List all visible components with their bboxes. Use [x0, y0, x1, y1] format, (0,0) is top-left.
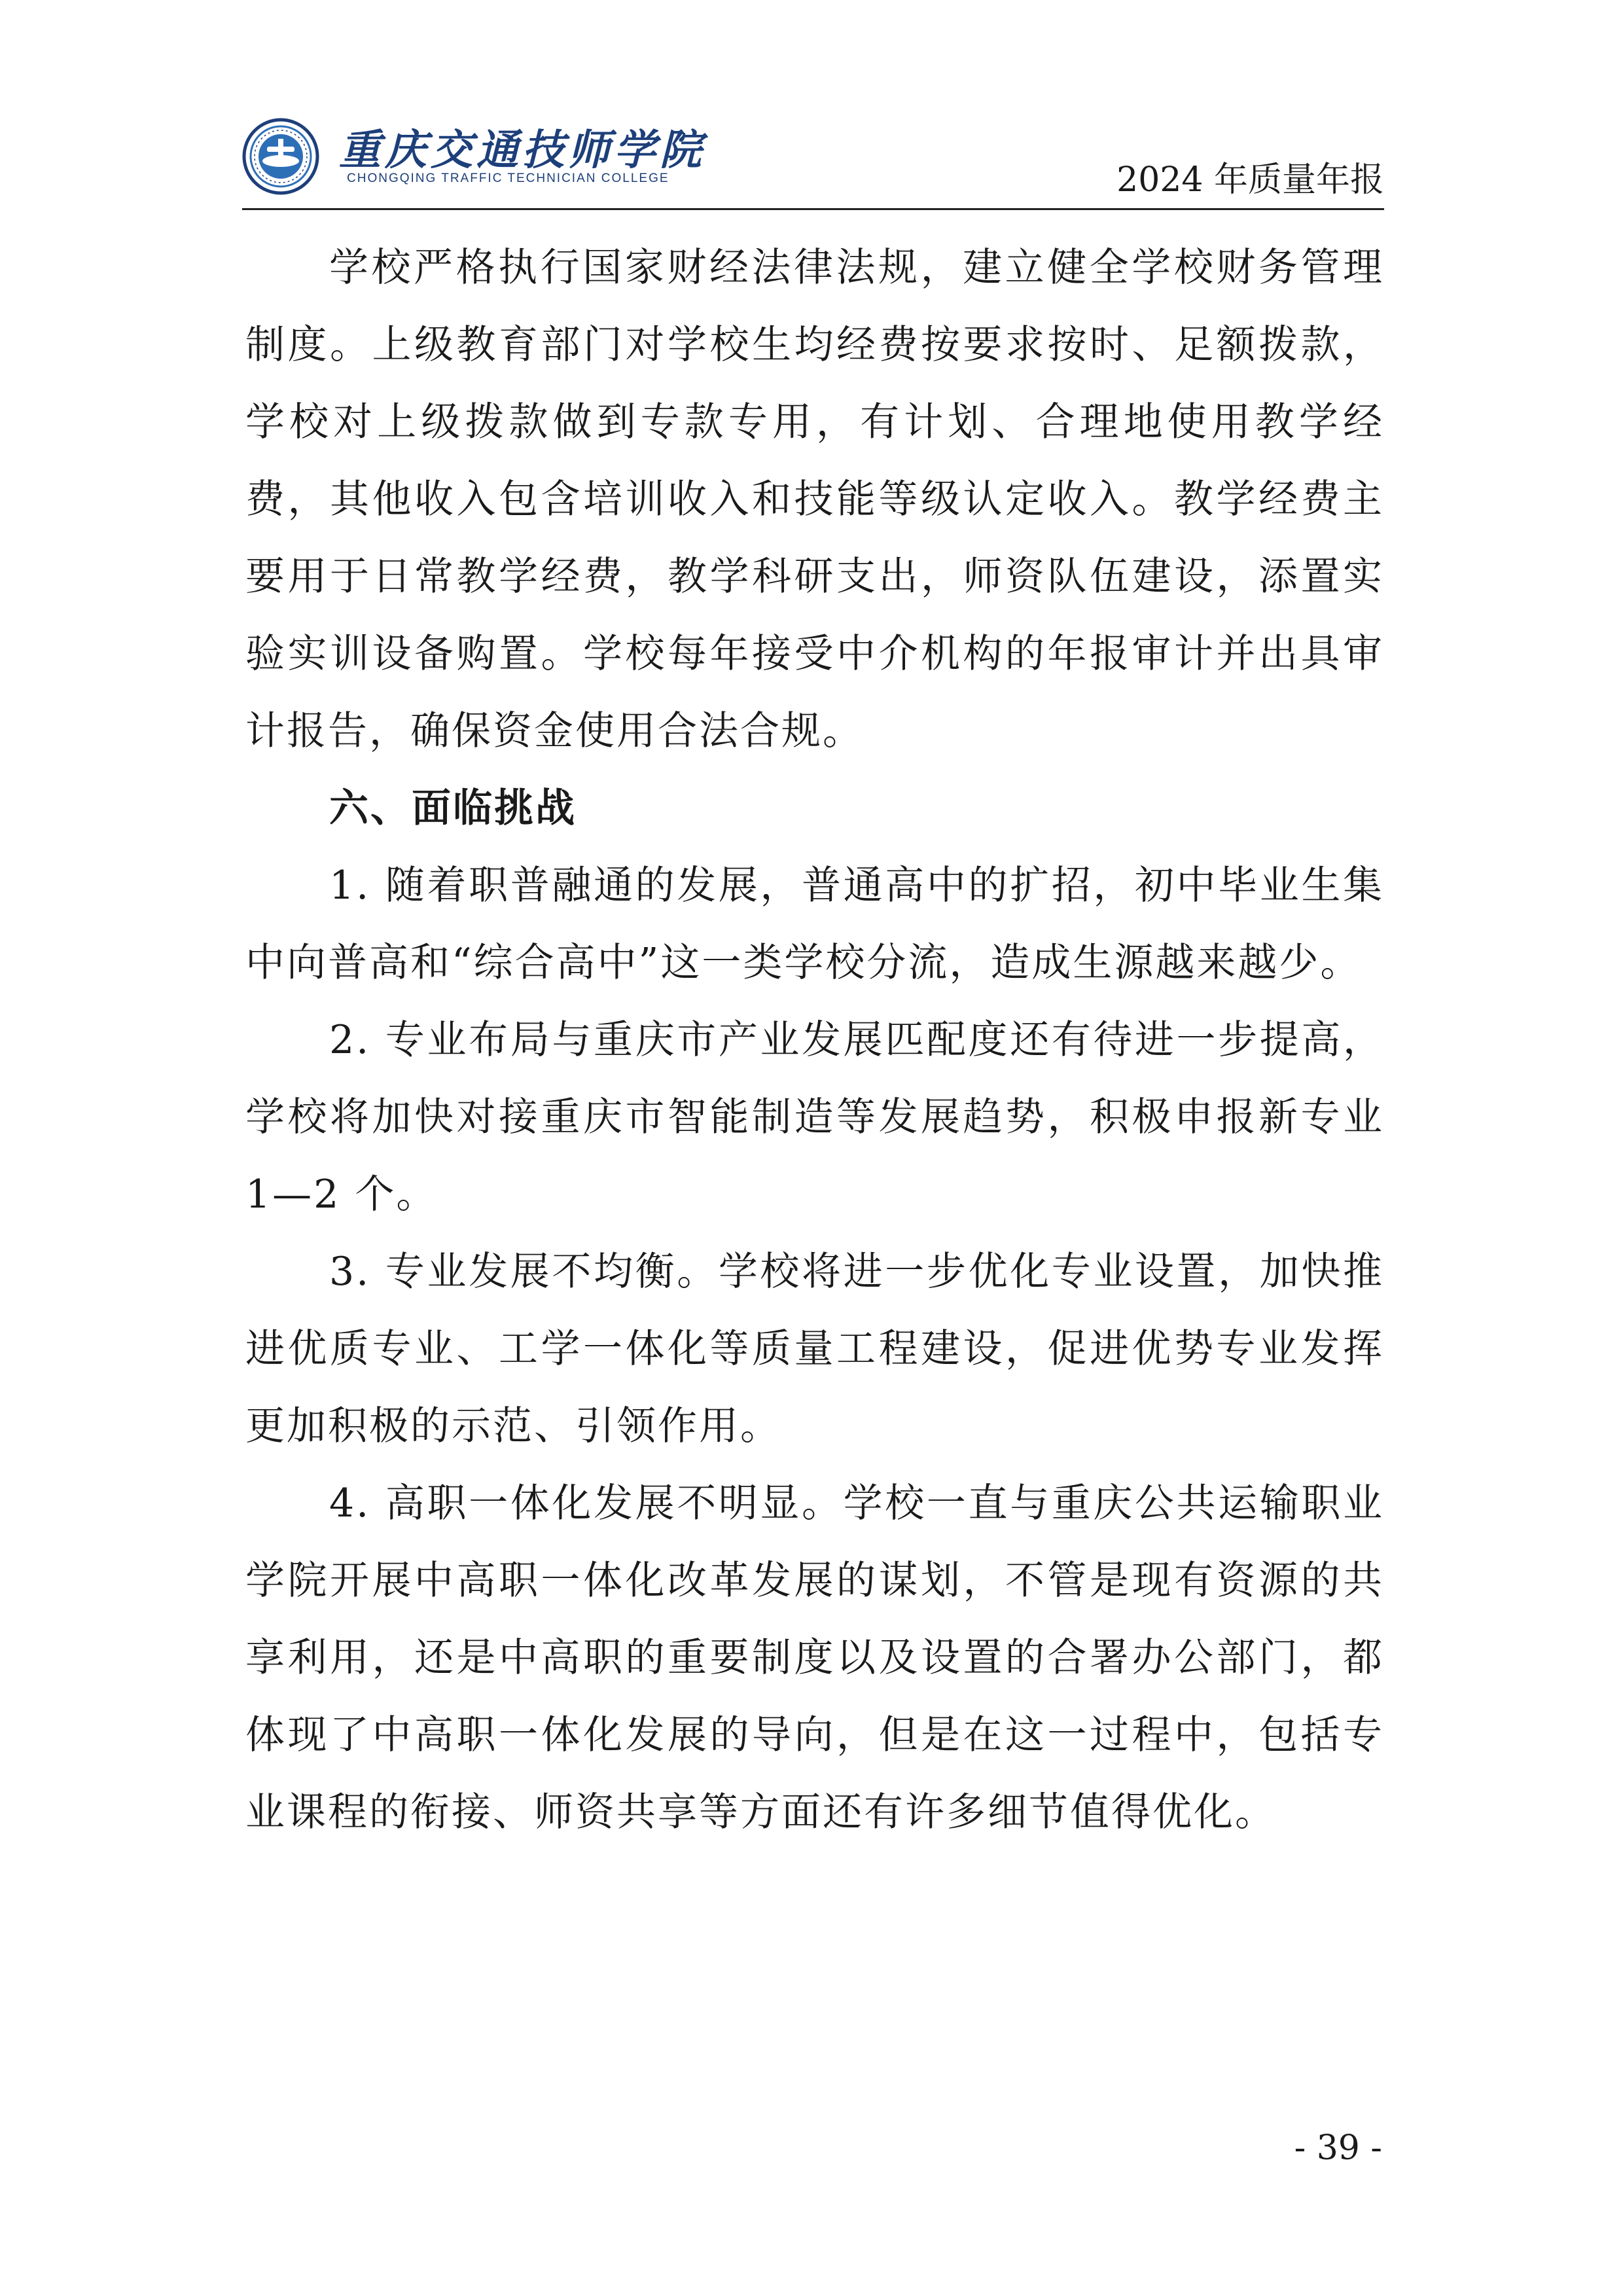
college-logo-name-cn: 重庆交通技师学院: [339, 126, 705, 175]
challenge-item-4: 4. 高职一体化发展不明显。学校一直与重庆公共运输职业学院开展中高职一体化改革发展的谋划，不管是现有资源的共享利用，还是中高职的重要制度以及设置的合署办公部门，都体现了中高职一体化发展的导向，但是在这一过程中，包括专业课程的衔接、师资共享等方面还有许多细节值得优化。: [245, 1480, 1384, 1835]
challenge-item-3: 3. 专业发展不均衡。学校将进一步优化专业设置，加快推进优质专业、工学一体化等质量工程建设，促进优势专业发挥更加积极的示范、引领作用。: [245, 1249, 1384, 1449]
challenge-item-2: 2. 专业布局与重庆市产业发展匹配度还有待进一步提高，学校将加快对接重庆市智能制造等发展趋势，积极申报新专业 1—2 个。: [245, 1017, 1384, 1217]
page-number: - 39 -: [1294, 2128, 1382, 2168]
challenge-item-1: 1. 随着职普融通的发展，普通高中的扩招，初中毕业生集中向普高和“综合高中”这一类学校分流，造成生源越来越少。: [245, 863, 1384, 986]
college-logo-name-en: CHONGQING TRAFFIC TECHNICIAN COLLEGE: [347, 171, 669, 185]
paragraph-finance: 学校严格执行国家财经法律法规，建立健全学校财务管理制度。上级教育部门对学校生均经费按要求按时、足额拨款，学校对上级拨款做到专款专用，有计划、合理地使用教学经费，其他收入包含培训收入和技能等级认定收入。教学经费主要用于日常教学经费，教学科研支出，师资队伍建设，添置实验实训设备购置。学校每年接受中介机构的年报审计并出具审计报告，确保资金使用合法合规。: [245, 245, 1384, 754]
college-emblem-icon: [242, 118, 319, 195]
page-body: [245, 229, 1384, 1851]
page-header: [242, 111, 1384, 203]
header-divider: [242, 208, 1384, 210]
section-heading: 六、面临挑战: [329, 785, 577, 831]
report-title: 2024 年质量年报: [1116, 160, 1384, 200]
